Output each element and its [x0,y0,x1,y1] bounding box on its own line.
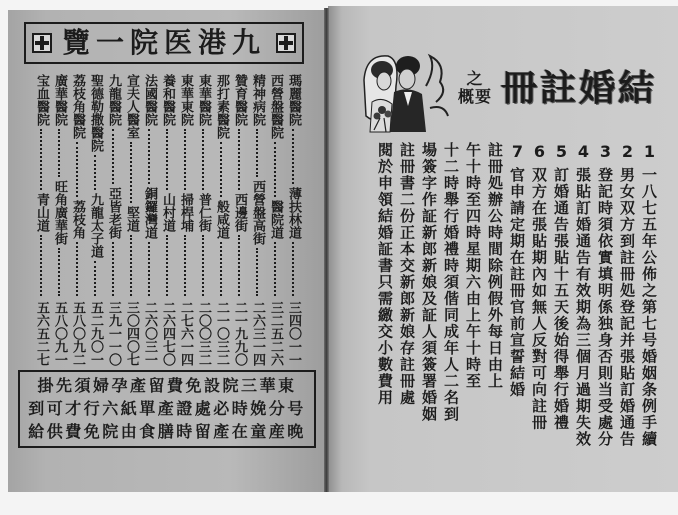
dot-leader [274,242,276,297]
note-text: 場簽字作証新郎新娘及証人須簽署婚姻 [420,142,438,423]
hospital-name: 東華東院 [178,74,193,126]
hospital-address: 山村道 [160,193,175,232]
procedure-note [462,142,484,468]
step-number: 4 [574,142,593,161]
dot-leader [202,235,204,296]
procedure-note [374,142,396,468]
dot-leader [292,129,294,184]
procedure-note [440,142,462,468]
step-text: 男女双方到註冊処登記并張貼訂婚通告 [618,167,636,448]
step-text: 訂婚通告張貼十五天後始得舉行婚禮 [552,167,570,431]
hospital-address: 般咸道 [214,199,229,239]
step-number: 3 [596,142,615,161]
cross-icon [276,33,296,53]
hospital-entry [248,74,266,366]
hospital-entry [194,74,212,366]
procedure-step [506,142,528,468]
note-text: 註冊書二份正本交新郎新娘存註冊處 [398,142,416,406]
procedure-step [572,142,594,468]
hospital-address: 銅鑼灣道 [142,186,157,239]
procedure-step [638,142,660,468]
subtitle-bottom: 概要 [457,87,492,106]
marriage-registration-title: 結婚註冊 [500,67,657,109]
step-text: 張貼訂婚通告有效期為三個月過期失效 [574,167,592,448]
hospital-phone: 三〇四〇七 [124,301,139,366]
hospital-name: 那打素醫院 [214,74,229,139]
hospital-entry [230,74,248,366]
hospital-name: 養和醫院 [160,74,175,126]
hospital-name: 廣華醫院 [52,74,67,126]
dot-leader [184,129,186,190]
procedure-step [528,142,550,468]
hospital-address: 旺角廣華街 [52,180,67,245]
hospital-phone: 二〇〇三二 [196,301,211,366]
hospital-phone: 三二五二六 [268,301,283,366]
hospital-address: 西邊街 [232,193,247,232]
dot-leader [220,142,222,197]
hospital-entry [86,74,104,366]
step-number: 5 [552,142,571,161]
procedure-step [550,142,572,468]
hospital-phone: 二六三一四 [250,301,265,366]
hospital-phone: 五二九〇一 [88,301,103,366]
hospital-phone: 三九一一〇 [106,301,121,366]
dot-leader [202,129,204,190]
cross-icon [32,33,52,53]
dot-leader [220,242,222,297]
hospital-address: 九龍太子道 [88,193,103,258]
procedure-note [484,142,506,468]
hospital-name: 九龍醫院 [106,74,121,126]
dot-leader [58,129,60,177]
hospital-address: 荔枝角 [70,199,85,239]
hospital-name: 法國醫院 [142,74,157,126]
hospital-entry [122,74,140,366]
hospital-entry [212,74,230,366]
dot-leader [94,155,96,190]
hospital-name: 宝血醫院 [34,74,49,126]
hospital-phone: 二七六一四 [178,301,193,366]
hospital-list [32,74,302,366]
dot-leader [40,129,42,190]
dot-leader [256,129,258,177]
hospital-name: 贊育醫院 [232,74,247,126]
dot-leader [274,142,276,197]
hospital-name: 瑪麗醫院 [286,74,301,126]
hospital-phone: 三四〇一一 [286,301,301,366]
dot-leader [256,248,258,296]
subtitle-top: 之 [466,69,484,88]
hospital-entry [158,74,176,366]
hospital-entry [50,74,68,366]
step-text: 官申請定期在註冊官前宣誓結婚 [508,167,526,398]
hospital-phone: 二一〇三二 [214,301,229,366]
marriage-procedure-list [374,142,660,468]
hospital-address: 亞皆老街 [106,186,121,239]
step-number: 7 [508,142,527,161]
book-gutter [324,8,329,492]
hospital-name: 荔枝角醫院 [70,74,85,139]
hospital-list-title-box [24,22,304,64]
step-text: 双方在張貼期內如無人反對可向註冊 [530,167,548,431]
step-text: 登記時須依實填明係独身否則当受處分 [596,167,614,448]
hospital-list-title: 九港医院一覽 [61,26,266,59]
note-text: 十二時舉行婚禮時須偕同成年人二名到 [442,142,460,423]
hospital-address: 堅道 [124,206,139,232]
hospital-entry [140,74,158,366]
hospital-phone: 五八〇九二 [70,301,85,366]
notice-row: 晚産童在產留時膳食由院免費供給 [28,422,306,442]
bride-groom-illustration [360,46,452,134]
hospital-name: 精神病院 [250,74,265,126]
dot-leader [148,129,150,184]
dot-leader [238,235,240,296]
maternity-notice-box [18,370,316,448]
hospital-address: 薄扶林道 [286,186,301,239]
hospital-entry [68,74,86,366]
hospital-address: 西營盤高街 [250,180,265,245]
dot-leader [130,235,132,296]
step-number: 1 [640,142,659,161]
dot-leader [40,235,42,296]
hospital-address: 醫院道 [268,199,283,239]
dot-leader [166,235,168,296]
hospital-address: 掃桿埔 [178,193,193,232]
dot-leader [76,242,78,297]
notice-row: 号分娩時必處證產單紙六行才可到 [28,398,306,418]
hospital-phone: 二一九九〇 [232,301,247,366]
hospital-phone: 五八〇九一 [52,301,67,366]
note-text: 閱於申領結婚証書只需繳交小數費用 [376,142,394,406]
hospital-entry [284,74,302,366]
dot-leader [76,142,78,197]
procedure-step [616,142,638,468]
dot-leader [184,235,186,296]
hospital-phone: 二六四七〇 [160,301,175,366]
hospital-entry [104,74,122,366]
dot-leader [94,261,96,296]
note-text: 註冊処辦公時間除例假外每日由上 [486,142,504,390]
dot-leader [112,129,114,184]
dot-leader [238,129,240,190]
procedure-step [594,142,616,468]
dot-leader [166,129,168,190]
dot-leader [130,142,132,203]
hospital-phone: 五六五二七 [34,301,49,366]
procedure-note [396,142,418,468]
marriage-subtitle [452,70,498,110]
hospital-address: 青山道 [34,193,49,232]
hospital-name: 東華醫院 [196,74,211,126]
hospital-entry [32,74,50,366]
hospital-address: 普仁街 [196,193,211,232]
hospital-entry [176,74,194,366]
notice-row: 東華三院設免費留產孕婦須先掛 [37,375,297,395]
step-number: 6 [530,142,549,161]
hospital-entry [266,74,284,366]
hospital-name: 西營盤醫院 [268,74,283,139]
step-number: 2 [618,142,637,161]
dot-leader [112,242,114,297]
step-text: 一八七五年公佈之第七号婚姻条例手續 [640,167,658,448]
hospital-phone: 二六〇三一 [142,301,157,366]
note-text: 午十時至四時星期六由上午十時至 [464,142,482,390]
dot-leader [58,248,60,296]
dot-leader [148,242,150,297]
dot-leader [292,242,294,297]
hospital-name: 聖德勒撒醫院 [88,74,103,152]
procedure-note [418,142,440,468]
hospital-name: 宣夫人醫室 [124,74,139,139]
